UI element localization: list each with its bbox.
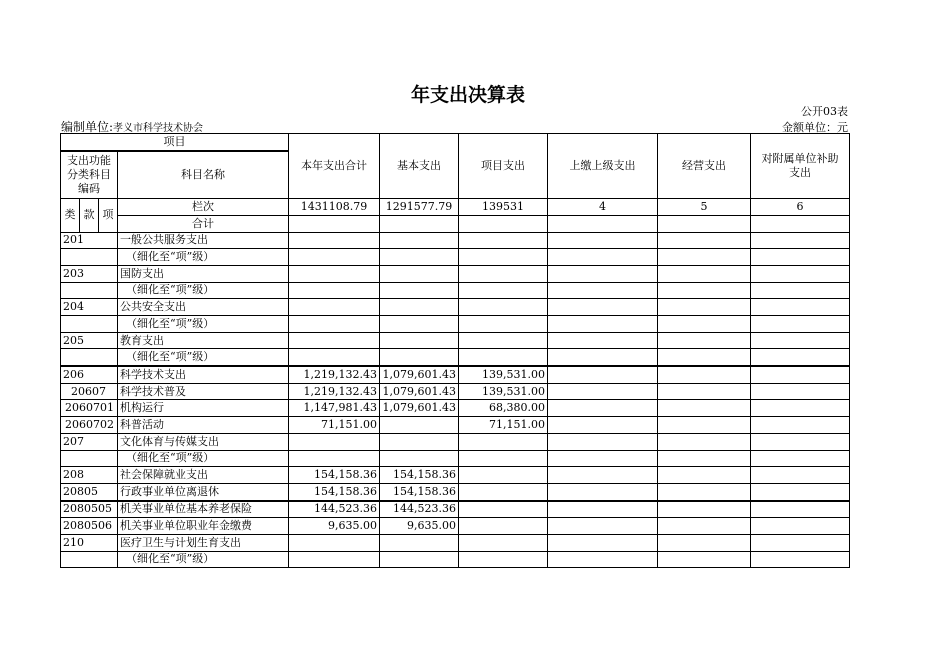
row-code: 2060702 xyxy=(61,417,118,434)
row-amount xyxy=(380,534,459,551)
row-empty-cell xyxy=(548,316,658,333)
row-amount xyxy=(380,417,459,434)
row-empty-cell xyxy=(658,483,751,500)
col-index-value: 5 xyxy=(658,199,751,216)
header-subsidy: 对附属单位补助支出 xyxy=(751,134,850,199)
row-name: 行政事业单位离退休 xyxy=(118,483,289,500)
row-code xyxy=(61,249,118,266)
row-name: 公共安全支出 xyxy=(118,299,289,316)
row-name: 文化体育与传媒支出 xyxy=(118,433,289,450)
row-name: 科学技术普及 xyxy=(118,383,289,400)
row-amount: 1,219,132.43 xyxy=(289,383,380,400)
row-amount xyxy=(459,450,548,467)
row-name: 科学技术支出 xyxy=(118,366,289,383)
row-empty-cell xyxy=(548,450,658,467)
row-name: （细化至“项”级） xyxy=(118,551,289,568)
row-name: 机关事业单位基本养老保险 xyxy=(118,501,289,518)
col-index-label: 栏次 xyxy=(118,199,289,216)
row-code xyxy=(61,282,118,299)
row-amount xyxy=(459,551,548,568)
sum-label: 合计 xyxy=(118,215,289,232)
header-upper: 上缴上级支出 xyxy=(548,134,658,199)
col-index-value: 1291577.79 xyxy=(380,199,459,216)
row-empty-cell xyxy=(658,450,751,467)
table-row xyxy=(61,467,850,484)
row-empty-cell xyxy=(658,232,751,249)
row-amount: 1,079,601.43 xyxy=(380,366,459,383)
row-code xyxy=(61,349,118,366)
row-empty-cell xyxy=(658,501,751,518)
row-empty-cell xyxy=(751,249,850,266)
table-row xyxy=(61,400,850,417)
row-amount xyxy=(289,551,380,568)
row-amount xyxy=(459,249,548,266)
row-empty-cell xyxy=(751,232,850,249)
row-code: 204 xyxy=(61,299,118,316)
row-name: 教育支出 xyxy=(118,332,289,349)
table-row xyxy=(61,501,850,518)
row-name: 科普活动 xyxy=(118,417,289,434)
row-empty-cell xyxy=(658,249,751,266)
row-code xyxy=(61,450,118,467)
row-code: 2060701 xyxy=(61,400,118,417)
row-empty-cell xyxy=(658,400,751,417)
row-empty-cell xyxy=(658,299,751,316)
row-code: 203 xyxy=(61,265,118,282)
col-index-value: 139531 xyxy=(459,199,548,216)
row-amount xyxy=(459,433,548,450)
row-name: （细化至“项”级） xyxy=(118,316,289,333)
expenditure-table xyxy=(60,133,850,568)
row-amount xyxy=(289,349,380,366)
row-amount: 71,151.00 xyxy=(459,417,548,434)
row-name: 国防支出 xyxy=(118,265,289,282)
table-row xyxy=(61,518,850,535)
col-index-value: 4 xyxy=(548,199,658,216)
row-empty-cell xyxy=(751,265,850,282)
row-code: 208 xyxy=(61,467,118,484)
row-empty-cell xyxy=(548,366,658,383)
row-amount xyxy=(380,265,459,282)
row-amount: 144,523.36 xyxy=(289,501,380,518)
row-empty-cell xyxy=(751,483,850,500)
unit-label: 编制单位: xyxy=(61,120,114,134)
table-row xyxy=(61,265,850,282)
row-code: 205 xyxy=(61,332,118,349)
row-amount xyxy=(289,265,380,282)
row-amount: 154,158.36 xyxy=(380,467,459,484)
row-amount xyxy=(459,534,548,551)
table-row xyxy=(61,483,850,500)
row-empty-cell xyxy=(548,518,658,535)
row-empty-cell xyxy=(658,534,751,551)
header-kuan: 款 xyxy=(80,199,99,232)
table-row xyxy=(61,316,850,333)
row-amount xyxy=(380,249,459,266)
row-empty-cell xyxy=(548,332,658,349)
row-empty-cell xyxy=(658,332,751,349)
row-code xyxy=(61,551,118,568)
row-empty-cell xyxy=(658,265,751,282)
table-row xyxy=(61,383,850,400)
row-amount xyxy=(380,551,459,568)
money-unit: 金额单位：元 xyxy=(782,121,848,134)
row-amount: 154,158.36 xyxy=(289,467,380,484)
row-amount xyxy=(459,467,548,484)
col-index-value: 6 xyxy=(751,199,850,216)
row-empty-cell xyxy=(548,501,658,518)
row-empty-cell xyxy=(548,265,658,282)
table-row xyxy=(61,332,850,349)
row-amount: 1,079,601.43 xyxy=(380,400,459,417)
row-empty-cell xyxy=(751,299,850,316)
row-amount xyxy=(380,282,459,299)
row-name: （细化至“项”级） xyxy=(118,450,289,467)
row-amount: 154,158.36 xyxy=(289,483,380,500)
row-empty-cell xyxy=(658,383,751,400)
row-empty-cell xyxy=(548,282,658,299)
row-code xyxy=(61,316,118,333)
row-amount: 9,635.00 xyxy=(289,518,380,535)
col-index-value: 1431108.79 xyxy=(289,199,380,216)
row-code: 201 xyxy=(61,232,118,249)
row-amount: 1,079,601.43 xyxy=(380,383,459,400)
table-row xyxy=(61,249,850,266)
row-amount xyxy=(380,332,459,349)
row-amount xyxy=(380,349,459,366)
row-empty-cell xyxy=(751,467,850,484)
row-amount xyxy=(380,316,459,333)
row-empty-cell xyxy=(751,518,850,535)
row-amount xyxy=(459,518,548,535)
row-empty-cell xyxy=(751,400,850,417)
row-amount xyxy=(289,332,380,349)
row-amount: 139,531.00 xyxy=(459,383,548,400)
row-amount xyxy=(459,483,548,500)
row-empty-cell xyxy=(751,417,850,434)
row-amount xyxy=(459,332,548,349)
row-amount xyxy=(459,299,548,316)
row-amount xyxy=(459,501,548,518)
header-basic: 基本支出 xyxy=(380,134,459,199)
row-amount: 1,147,981.43 xyxy=(289,400,380,417)
row-name: （细化至“项”级） xyxy=(118,249,289,266)
row-empty-cell xyxy=(658,316,751,333)
table-row xyxy=(61,366,850,383)
row-empty-cell xyxy=(548,400,658,417)
row-empty-cell xyxy=(548,551,658,568)
row-name: （细化至“项”级） xyxy=(118,349,289,366)
header-total: 本年支出合计 xyxy=(289,134,380,199)
row-name: 一般公共服务支出 xyxy=(118,232,289,249)
row-code: 207 xyxy=(61,433,118,450)
row-amount: 144,523.36 xyxy=(380,501,459,518)
table-row xyxy=(61,534,850,551)
row-amount: 139,531.00 xyxy=(459,366,548,383)
row-amount xyxy=(459,349,548,366)
row-empty-cell xyxy=(751,349,850,366)
row-code: 20805 xyxy=(61,483,118,500)
row-empty-cell xyxy=(658,467,751,484)
row-empty-cell xyxy=(548,417,658,434)
row-amount xyxy=(289,299,380,316)
row-code: 2080506 xyxy=(61,518,118,535)
row-amount xyxy=(459,316,548,333)
header-business: 经营支出 xyxy=(658,134,751,199)
table-row xyxy=(61,551,850,568)
row-amount xyxy=(380,299,459,316)
row-amount: 71,151.00 xyxy=(289,417,380,434)
header-name: 科目名称 xyxy=(118,151,289,199)
table-row xyxy=(61,232,850,249)
header-code: 支出功能分类科目编码 xyxy=(61,151,118,199)
row-amount xyxy=(459,232,548,249)
row-empty-cell xyxy=(658,282,751,299)
row-empty-cell xyxy=(751,366,850,383)
row-code: 20607 xyxy=(61,383,118,400)
row-empty-cell xyxy=(751,501,850,518)
row-empty-cell xyxy=(658,349,751,366)
unit-name: 孝义市科学技术协会 xyxy=(113,123,204,134)
row-empty-cell xyxy=(751,534,850,551)
page-title: 年支出决算表 xyxy=(410,84,525,106)
row-empty-cell xyxy=(548,349,658,366)
row-amount xyxy=(289,232,380,249)
table-row xyxy=(61,433,850,450)
row-amount xyxy=(289,282,380,299)
row-empty-cell xyxy=(751,551,850,568)
row-empty-cell xyxy=(658,366,751,383)
header-project: 项目 xyxy=(61,134,289,151)
row-amount xyxy=(289,316,380,333)
row-empty-cell xyxy=(658,433,751,450)
row-amount xyxy=(289,433,380,450)
row-empty-cell xyxy=(751,316,850,333)
row-amount xyxy=(380,232,459,249)
row-name: 医疗卫生与计划生育支出 xyxy=(118,534,289,551)
row-name: 机关事业单位职业年金缴费 xyxy=(118,518,289,535)
row-empty-cell xyxy=(548,383,658,400)
row-amount: 1,219,132.43 xyxy=(289,366,380,383)
row-empty-cell xyxy=(548,249,658,266)
row-empty-cell xyxy=(751,433,850,450)
row-amount xyxy=(289,534,380,551)
row-amount: 154,158.36 xyxy=(380,483,459,500)
row-empty-cell xyxy=(548,534,658,551)
table-row xyxy=(61,450,850,467)
header-xiang: 项 xyxy=(99,199,118,232)
row-empty-cell xyxy=(548,483,658,500)
table-row xyxy=(61,417,850,434)
row-empty-cell xyxy=(751,332,850,349)
row-empty-cell xyxy=(658,518,751,535)
row-amount xyxy=(289,450,380,467)
row-name: （细化至“项”级） xyxy=(118,282,289,299)
row-empty-cell xyxy=(751,383,850,400)
row-name: 机构运行 xyxy=(118,400,289,417)
row-empty-cell xyxy=(751,282,850,299)
row-amount xyxy=(380,450,459,467)
row-amount: 68,380.00 xyxy=(459,400,548,417)
row-name: 社会保障就业支出 xyxy=(118,467,289,484)
row-code: 2080505 xyxy=(61,501,118,518)
header-lei: 类 xyxy=(61,199,80,232)
form-number: 公开03表 xyxy=(801,105,848,118)
row-amount xyxy=(459,282,548,299)
row-empty-cell xyxy=(548,467,658,484)
row-code: 210 xyxy=(61,534,118,551)
row-empty-cell xyxy=(658,551,751,568)
row-empty-cell xyxy=(658,417,751,434)
row-empty-cell xyxy=(548,299,658,316)
row-empty-cell xyxy=(548,232,658,249)
table-row xyxy=(61,349,850,366)
row-amount xyxy=(289,249,380,266)
row-amount xyxy=(380,433,459,450)
header-project-expense: 项目支出 xyxy=(459,134,548,199)
table-row xyxy=(61,299,850,316)
row-code: 206 xyxy=(61,366,118,383)
row-empty-cell xyxy=(548,433,658,450)
table-row xyxy=(61,282,850,299)
row-amount xyxy=(459,265,548,282)
row-amount: 9,635.00 xyxy=(380,518,459,535)
row-empty-cell xyxy=(751,450,850,467)
